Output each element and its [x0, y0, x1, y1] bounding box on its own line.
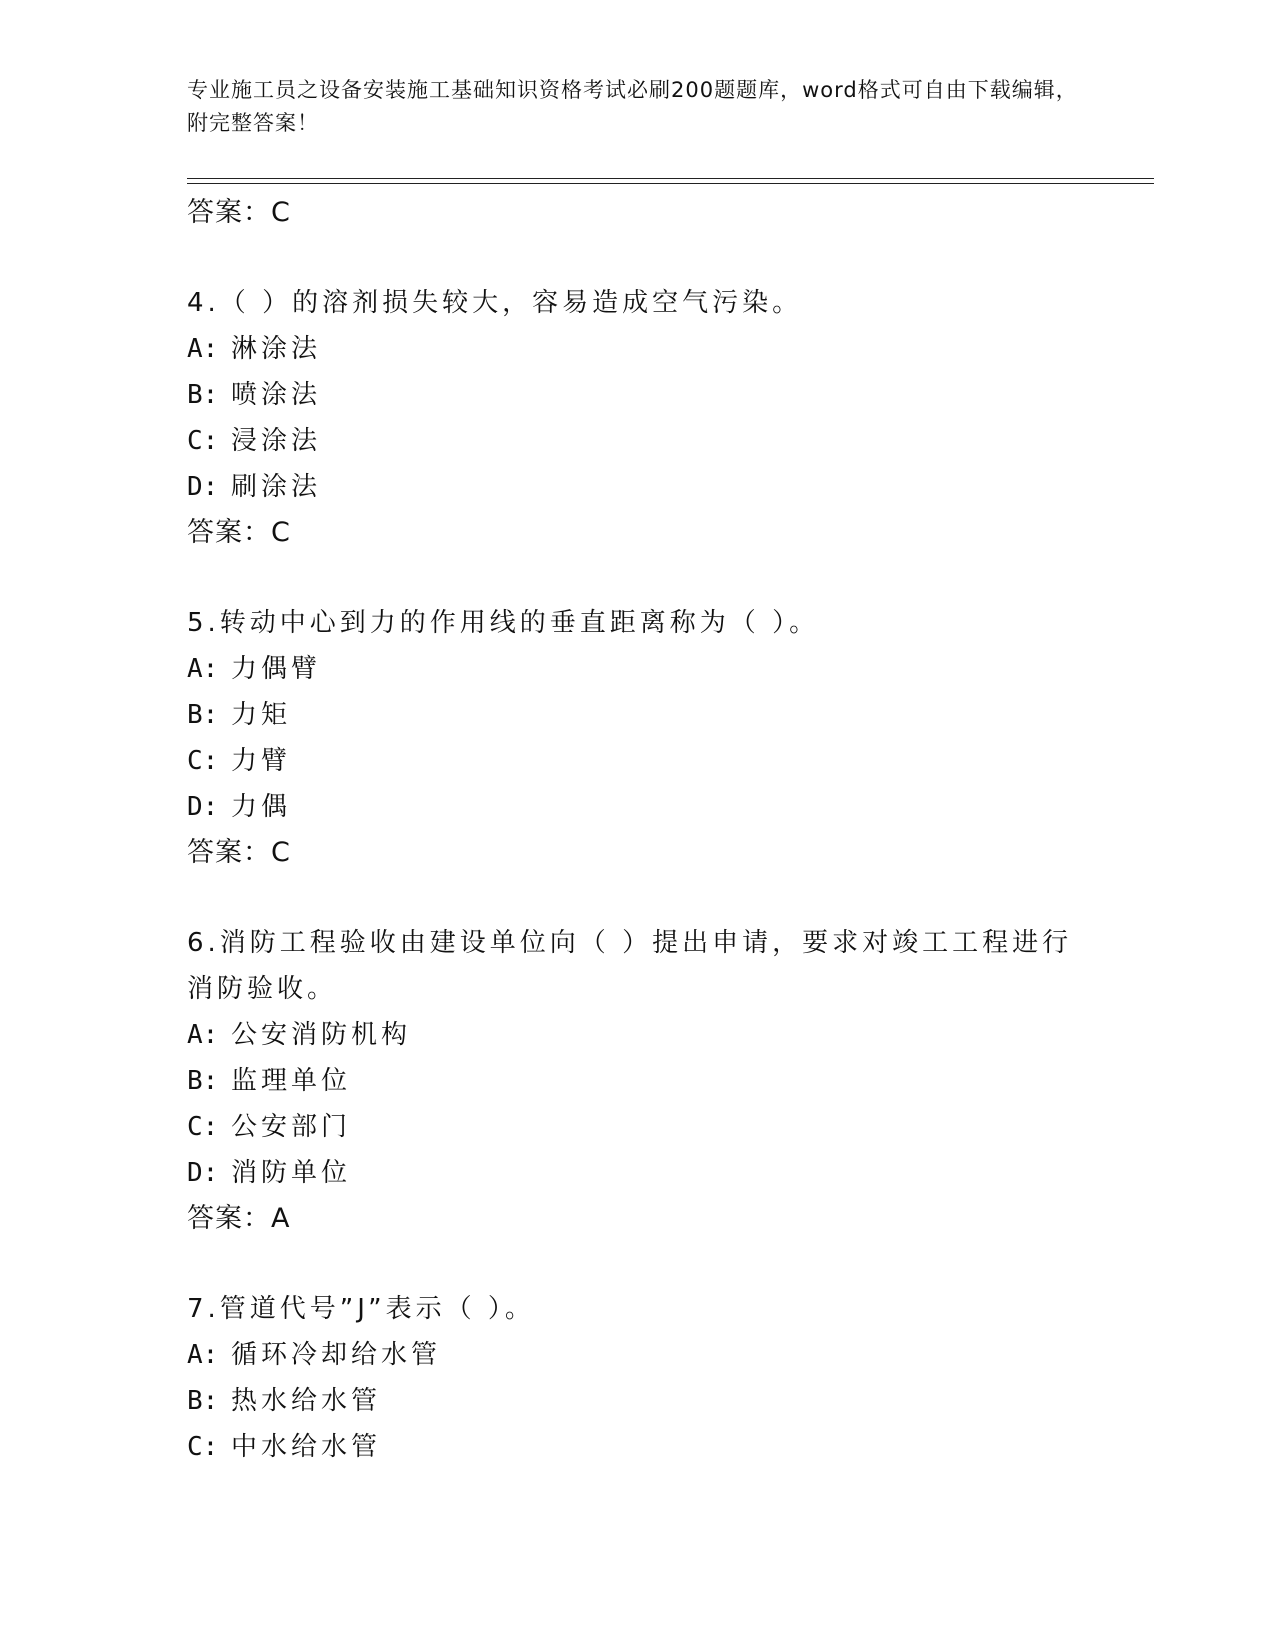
option-a	[187, 646, 1087, 692]
question-stem: 7.管道代号”J”表示（ ）。	[187, 1294, 535, 1324]
option-key: B:	[187, 1386, 219, 1416]
option-text: 喷涂法	[231, 380, 322, 410]
option-text: 浸涂法	[231, 426, 322, 456]
option-key: D:	[187, 1158, 219, 1188]
answer-line: 答案：C	[187, 197, 291, 228]
option-key: A:	[187, 334, 219, 364]
option-c	[187, 418, 1087, 464]
header-divider-top	[187, 178, 1154, 179]
question-stem: 6.消防工程验收由建设单位向（ ）提出申请，要求对竣工工程进行消防验收。	[187, 928, 1073, 1004]
option-key: C:	[187, 1112, 219, 1142]
option-d	[187, 1150, 1087, 1196]
question-list	[187, 190, 1087, 1470]
option-key: C:	[187, 746, 219, 776]
option-key: D:	[187, 472, 219, 502]
question-4	[187, 280, 1087, 556]
option-a	[187, 1012, 1087, 1058]
option-key: A:	[187, 1020, 219, 1050]
question-stem: 5.转动中心到力的作用线的垂直距离称为（ ）。	[187, 608, 820, 638]
option-d	[187, 784, 1087, 830]
option-c	[187, 1104, 1087, 1150]
question-6	[187, 920, 1087, 1242]
option-b	[187, 692, 1087, 738]
document-header: 专业施工员之设备安装施工基础知识资格考试必刷200题题库，word格式可自由下载编辑，附完整答案！	[187, 78, 1078, 135]
option-text: 公安消防机构	[231, 1020, 412, 1050]
option-key: A:	[187, 654, 219, 684]
option-a	[187, 326, 1087, 372]
option-c	[187, 1424, 1087, 1470]
option-key: C:	[187, 426, 219, 456]
option-text: 消防单位	[231, 1158, 352, 1188]
option-text: 循环冷却给水管	[231, 1340, 442, 1370]
option-b	[187, 1058, 1087, 1104]
question-stem: 4.（ ）的溶剂损失较大，容易造成空气污染。	[187, 288, 803, 318]
option-key: B:	[187, 700, 219, 730]
option-c	[187, 738, 1087, 784]
answer-line: 答案：C	[187, 837, 291, 868]
question-7	[187, 1286, 1087, 1470]
option-text: 刷涂法	[231, 472, 322, 502]
option-text: 公安部门	[231, 1112, 352, 1142]
option-text: 力偶	[231, 792, 292, 822]
option-key: A:	[187, 1340, 219, 1370]
answer-line: 答案：C	[187, 517, 291, 548]
option-key: C:	[187, 1432, 219, 1462]
option-text: 力矩	[231, 700, 292, 730]
option-b	[187, 1378, 1087, 1424]
option-text: 监理单位	[231, 1066, 352, 1096]
answer-line: 答案：A	[187, 1203, 291, 1234]
option-b	[187, 372, 1087, 418]
question-5	[187, 600, 1087, 876]
option-key: D:	[187, 792, 219, 822]
option-key: B:	[187, 1066, 219, 1096]
option-text: 力偶臂	[231, 654, 322, 684]
option-text: 力臂	[231, 746, 292, 776]
option-text: 热水给水管	[231, 1386, 382, 1416]
option-d	[187, 464, 1087, 510]
option-text: 淋涂法	[231, 334, 322, 364]
option-text: 中水给水管	[231, 1432, 382, 1462]
header-divider-bottom	[187, 183, 1154, 184]
option-key: B:	[187, 380, 219, 410]
option-a	[187, 1332, 1087, 1378]
